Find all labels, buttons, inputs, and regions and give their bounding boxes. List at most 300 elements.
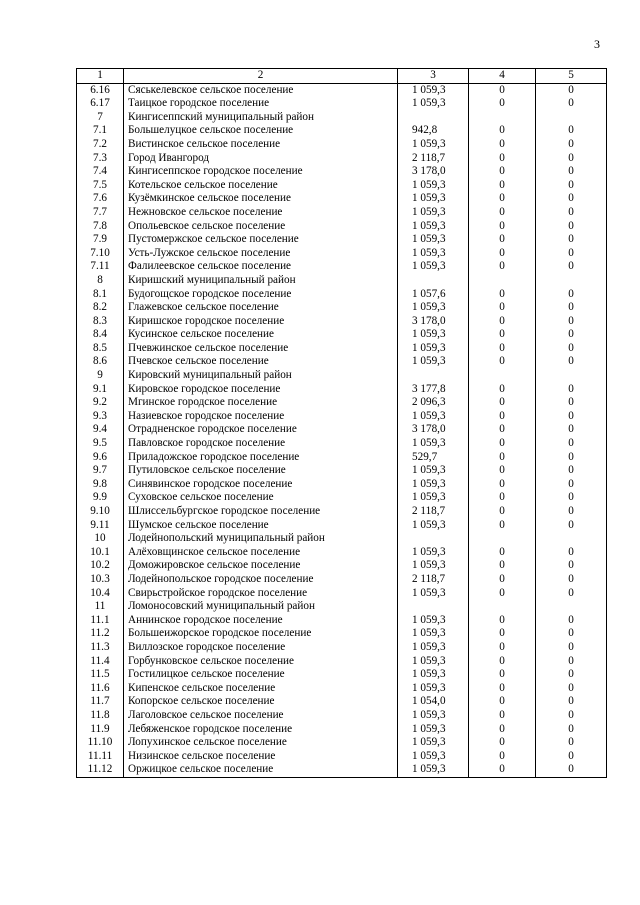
table-row bbox=[77, 641, 607, 655]
row-number: 7.8 bbox=[77, 220, 124, 234]
settlement-name: Шумское сельское поселение bbox=[124, 519, 398, 533]
value-column-5: 0 bbox=[536, 383, 607, 397]
settlement-name: Аннинское городское поселение bbox=[124, 614, 398, 628]
value-column-5: 0 bbox=[536, 437, 607, 451]
value-column-3: 1 059,3 bbox=[398, 260, 469, 274]
row-number: 11 bbox=[77, 600, 124, 614]
settlements-table bbox=[76, 68, 607, 778]
row-number: 8 bbox=[77, 274, 124, 288]
row-number: 11.11 bbox=[77, 750, 124, 764]
value-column-4: 0 bbox=[469, 655, 536, 669]
row-number: 9.1 bbox=[77, 383, 124, 397]
value-column-5: 0 bbox=[536, 587, 607, 601]
value-column-5: 0 bbox=[536, 478, 607, 492]
row-number: 9.9 bbox=[77, 491, 124, 505]
value-column-3: 3 178,0 bbox=[398, 165, 469, 179]
settlement-name: Киришский муниципальный район bbox=[124, 274, 398, 288]
value-column-5: 0 bbox=[536, 206, 607, 220]
table-body bbox=[77, 83, 607, 777]
value-column-4: 0 bbox=[469, 668, 536, 682]
table-row bbox=[77, 328, 607, 342]
value-column-5: 0 bbox=[536, 179, 607, 193]
value-column-5: 0 bbox=[536, 505, 607, 519]
value-column-4: 0 bbox=[469, 614, 536, 628]
settlement-name: Павловское городское поселение bbox=[124, 437, 398, 451]
settlement-name: Приладожское городское поселение bbox=[124, 451, 398, 465]
value-column-3: 1 059,3 bbox=[398, 709, 469, 723]
row-number: 11.7 bbox=[77, 695, 124, 709]
table-row bbox=[77, 655, 607, 669]
value-column-3: 1 059,3 bbox=[398, 682, 469, 696]
settlement-name: Лаголовское сельское поселение bbox=[124, 709, 398, 723]
table-row bbox=[77, 587, 607, 601]
settlement-name: Таицкое городское поселение bbox=[124, 97, 398, 111]
value-column-5: 0 bbox=[536, 655, 607, 669]
table-row bbox=[77, 83, 607, 97]
row-number: 9.2 bbox=[77, 396, 124, 410]
value-column-4: 0 bbox=[469, 410, 536, 424]
value-column-5: 0 bbox=[536, 220, 607, 234]
row-number: 10.2 bbox=[77, 559, 124, 573]
value-column-4: 0 bbox=[469, 206, 536, 220]
row-number: 7.6 bbox=[77, 192, 124, 206]
settlement-name: Киришское городское поселение bbox=[124, 315, 398, 329]
settlement-name: Отрадненское городское поселение bbox=[124, 423, 398, 437]
value-column-5: 0 bbox=[536, 301, 607, 315]
row-number: 10.4 bbox=[77, 587, 124, 601]
value-column-3: 1 059,3 bbox=[398, 723, 469, 737]
value-column-3 bbox=[398, 274, 469, 288]
table-row bbox=[77, 165, 607, 179]
table-row bbox=[77, 369, 607, 383]
table-row bbox=[77, 342, 607, 356]
settlement-name: Назиевское городское поселение bbox=[124, 410, 398, 424]
value-column-3: 1 059,3 bbox=[398, 83, 469, 97]
table-row bbox=[77, 355, 607, 369]
value-column-3: 2 118,7 bbox=[398, 573, 469, 587]
row-number: 9.3 bbox=[77, 410, 124, 424]
value-column-5: 0 bbox=[536, 97, 607, 111]
table-row bbox=[77, 301, 607, 315]
settlement-name: Мгинское городское поселение bbox=[124, 396, 398, 410]
value-column-4: 0 bbox=[469, 723, 536, 737]
value-column-5: 0 bbox=[536, 709, 607, 723]
table-row bbox=[77, 478, 607, 492]
row-number: 8.5 bbox=[77, 342, 124, 356]
value-column-4: 0 bbox=[469, 573, 536, 587]
table-row bbox=[77, 627, 607, 641]
settlement-name: Лодейнопольское городское поселение bbox=[124, 573, 398, 587]
settlement-name: Алёховщинское сельское поселение bbox=[124, 546, 398, 560]
value-column-3: 1 059,3 bbox=[398, 491, 469, 505]
row-number: 11.10 bbox=[77, 736, 124, 750]
value-column-4: 0 bbox=[469, 587, 536, 601]
value-column-3: 1 059,3 bbox=[398, 587, 469, 601]
value-column-3: 1 059,3 bbox=[398, 97, 469, 111]
settlement-name: Доможировское сельское поселение bbox=[124, 559, 398, 573]
value-column-5: 0 bbox=[536, 668, 607, 682]
value-column-5: 0 bbox=[536, 165, 607, 179]
value-column-4: 0 bbox=[469, 695, 536, 709]
value-column-4: 0 bbox=[469, 546, 536, 560]
settlement-name: Лопухинское сельское поселение bbox=[124, 736, 398, 750]
row-number: 7.7 bbox=[77, 206, 124, 220]
value-column-4: 0 bbox=[469, 709, 536, 723]
row-number: 9 bbox=[77, 369, 124, 383]
settlement-name: Кировский муниципальный район bbox=[124, 369, 398, 383]
row-number: 11.9 bbox=[77, 723, 124, 737]
value-column-4 bbox=[469, 600, 536, 614]
table-row bbox=[77, 519, 607, 533]
row-number: 8.2 bbox=[77, 301, 124, 315]
row-number: 9.5 bbox=[77, 437, 124, 451]
table-row bbox=[77, 247, 607, 261]
value-column-3: 1 059,3 bbox=[398, 247, 469, 261]
value-column-3: 2 118,7 bbox=[398, 152, 469, 166]
table-row bbox=[77, 437, 607, 451]
value-column-4: 0 bbox=[469, 682, 536, 696]
settlement-name: Ломоносовский муниципальный район bbox=[124, 600, 398, 614]
table-row bbox=[77, 383, 607, 397]
settlement-name: Лодейнопольский муниципальный район bbox=[124, 532, 398, 546]
settlement-name: Вистинское сельское поселение bbox=[124, 138, 398, 152]
row-number: 7.5 bbox=[77, 179, 124, 193]
value-column-5: 0 bbox=[536, 573, 607, 587]
value-column-4: 0 bbox=[469, 736, 536, 750]
value-column-3 bbox=[398, 600, 469, 614]
value-column-5: 0 bbox=[536, 750, 607, 764]
row-number: 11.8 bbox=[77, 709, 124, 723]
column-header-5: 5 bbox=[536, 69, 607, 84]
row-number: 8.1 bbox=[77, 288, 124, 302]
settlement-name: Усть-Лужское сельское поселение bbox=[124, 247, 398, 261]
value-column-5: 0 bbox=[536, 519, 607, 533]
row-number: 7.4 bbox=[77, 165, 124, 179]
settlement-name: Низинское сельское поселение bbox=[124, 750, 398, 764]
column-header-4: 4 bbox=[469, 69, 536, 84]
value-column-3: 1 059,3 bbox=[398, 750, 469, 764]
value-column-5: 0 bbox=[536, 247, 607, 261]
table-header-row bbox=[77, 69, 607, 84]
value-column-3: 1 059,3 bbox=[398, 668, 469, 682]
column-header-1: 1 bbox=[77, 69, 124, 84]
value-column-4: 0 bbox=[469, 179, 536, 193]
row-number: 9.8 bbox=[77, 478, 124, 492]
value-column-4: 0 bbox=[469, 342, 536, 356]
settlement-name: Кузёмкинское сельское поселение bbox=[124, 192, 398, 206]
value-column-4: 0 bbox=[469, 288, 536, 302]
table-row bbox=[77, 723, 607, 737]
table-row bbox=[77, 695, 607, 709]
value-column-4: 0 bbox=[469, 505, 536, 519]
value-column-3: 1 059,3 bbox=[398, 220, 469, 234]
settlement-name: Фалилеевское сельское поселение bbox=[124, 260, 398, 274]
value-column-4: 0 bbox=[469, 138, 536, 152]
row-number: 11.6 bbox=[77, 682, 124, 696]
table-row bbox=[77, 192, 607, 206]
value-column-3: 1 059,3 bbox=[398, 328, 469, 342]
settlement-name: Пчевское сельское поселение bbox=[124, 355, 398, 369]
row-number: 9.4 bbox=[77, 423, 124, 437]
table-row bbox=[77, 750, 607, 764]
value-column-4: 0 bbox=[469, 641, 536, 655]
row-number: 6.16 bbox=[77, 83, 124, 97]
table-row bbox=[77, 573, 607, 587]
settlement-name: Свирьстройское городское поселение bbox=[124, 587, 398, 601]
value-column-4: 0 bbox=[469, 233, 536, 247]
settlement-name: Копорское сельское поселение bbox=[124, 695, 398, 709]
value-column-4 bbox=[469, 111, 536, 125]
value-column-3: 1 057,6 bbox=[398, 288, 469, 302]
value-column-5: 0 bbox=[536, 260, 607, 274]
table-row bbox=[77, 410, 607, 424]
table-row bbox=[77, 179, 607, 193]
row-number: 11.3 bbox=[77, 641, 124, 655]
value-column-4: 0 bbox=[469, 763, 536, 777]
settlement-name: Пчевжинское сельское поселение bbox=[124, 342, 398, 356]
value-column-3: 529,7 bbox=[398, 451, 469, 465]
value-column-3: 942,8 bbox=[398, 124, 469, 138]
table-row bbox=[77, 451, 607, 465]
value-column-5: 0 bbox=[536, 423, 607, 437]
table-row bbox=[77, 111, 607, 125]
value-column-4 bbox=[469, 369, 536, 383]
value-column-3: 1 059,3 bbox=[398, 138, 469, 152]
value-column-3: 1 059,3 bbox=[398, 301, 469, 315]
value-column-3: 1 059,3 bbox=[398, 464, 469, 478]
value-column-3: 1 059,3 bbox=[398, 655, 469, 669]
settlement-name: Будогощское городское поселение bbox=[124, 288, 398, 302]
value-column-5: 0 bbox=[536, 328, 607, 342]
settlement-name: Город Ивангород bbox=[124, 152, 398, 166]
table-row bbox=[77, 464, 607, 478]
value-column-4: 0 bbox=[469, 315, 536, 329]
value-column-3 bbox=[398, 111, 469, 125]
value-column-3: 1 059,3 bbox=[398, 627, 469, 641]
settlement-name: Горбунковское сельское поселение bbox=[124, 655, 398, 669]
value-column-3: 1 059,3 bbox=[398, 206, 469, 220]
value-column-4: 0 bbox=[469, 627, 536, 641]
value-column-5: 0 bbox=[536, 723, 607, 737]
table-row bbox=[77, 288, 607, 302]
table-row bbox=[77, 736, 607, 750]
table-row bbox=[77, 220, 607, 234]
value-column-5 bbox=[536, 274, 607, 288]
value-column-3: 1 059,3 bbox=[398, 342, 469, 356]
column-header-2: 2 bbox=[124, 69, 398, 84]
settlement-name: Большеижорское городское поселение bbox=[124, 627, 398, 641]
value-column-5 bbox=[536, 111, 607, 125]
value-column-4: 0 bbox=[469, 559, 536, 573]
table-row bbox=[77, 97, 607, 111]
value-column-5: 0 bbox=[536, 464, 607, 478]
table-row bbox=[77, 274, 607, 288]
row-number: 7.1 bbox=[77, 124, 124, 138]
settlement-name: Кусинское сельское поселение bbox=[124, 328, 398, 342]
value-column-5: 0 bbox=[536, 192, 607, 206]
value-column-3: 1 054,0 bbox=[398, 695, 469, 709]
value-column-5: 0 bbox=[536, 763, 607, 777]
settlement-name: Кингисеппский муниципальный район bbox=[124, 111, 398, 125]
settlement-name: Виллозское городское поселение bbox=[124, 641, 398, 655]
row-number: 8.3 bbox=[77, 315, 124, 329]
value-column-4: 0 bbox=[469, 97, 536, 111]
settlement-name: Оржицкое сельское поселение bbox=[124, 763, 398, 777]
settlement-name: Путиловское сельское поселение bbox=[124, 464, 398, 478]
table-row bbox=[77, 600, 607, 614]
settlement-name: Синявинское городское поселение bbox=[124, 478, 398, 492]
row-number: 9.11 bbox=[77, 519, 124, 533]
settlement-name: Кингисеппское городское поселение bbox=[124, 165, 398, 179]
table-row bbox=[77, 152, 607, 166]
value-column-3: 3 178,0 bbox=[398, 423, 469, 437]
value-column-5: 0 bbox=[536, 695, 607, 709]
settlement-name: Котельское сельское поселение bbox=[124, 179, 398, 193]
value-column-5: 0 bbox=[536, 451, 607, 465]
table-row bbox=[77, 532, 607, 546]
row-number: 7.10 bbox=[77, 247, 124, 261]
row-number: 9.6 bbox=[77, 451, 124, 465]
value-column-5: 0 bbox=[536, 83, 607, 97]
value-column-4: 0 bbox=[469, 437, 536, 451]
value-column-3: 1 059,3 bbox=[398, 355, 469, 369]
table-row bbox=[77, 505, 607, 519]
value-column-3: 2 096,3 bbox=[398, 396, 469, 410]
table-row bbox=[77, 260, 607, 274]
value-column-4: 0 bbox=[469, 301, 536, 315]
table-row bbox=[77, 138, 607, 152]
settlement-name: Пустомержское сельское поселение bbox=[124, 233, 398, 247]
table-row bbox=[77, 315, 607, 329]
value-column-3: 1 059,3 bbox=[398, 559, 469, 573]
value-column-5: 0 bbox=[536, 315, 607, 329]
row-number: 6.17 bbox=[77, 97, 124, 111]
value-column-4: 0 bbox=[469, 83, 536, 97]
table-row bbox=[77, 124, 607, 138]
settlement-name: Лебяженское городское поселение bbox=[124, 723, 398, 737]
table-row bbox=[77, 668, 607, 682]
value-column-5: 0 bbox=[536, 682, 607, 696]
value-column-5: 0 bbox=[536, 410, 607, 424]
table-row bbox=[77, 396, 607, 410]
value-column-5: 0 bbox=[536, 627, 607, 641]
value-column-3: 1 059,3 bbox=[398, 410, 469, 424]
table-row bbox=[77, 763, 607, 777]
value-column-5 bbox=[536, 532, 607, 546]
settlement-name: Шлиссельбургское городское поселение bbox=[124, 505, 398, 519]
value-column-5 bbox=[536, 369, 607, 383]
value-column-5: 0 bbox=[536, 355, 607, 369]
value-column-4: 0 bbox=[469, 355, 536, 369]
value-column-4: 0 bbox=[469, 383, 536, 397]
table-row bbox=[77, 491, 607, 505]
settlement-name: Нежновское сельское поселение bbox=[124, 206, 398, 220]
value-column-5: 0 bbox=[536, 614, 607, 628]
value-column-3: 1 059,3 bbox=[398, 614, 469, 628]
value-column-4: 0 bbox=[469, 750, 536, 764]
value-column-4 bbox=[469, 532, 536, 546]
value-column-4: 0 bbox=[469, 152, 536, 166]
row-number: 7.11 bbox=[77, 260, 124, 274]
row-number: 9.10 bbox=[77, 505, 124, 519]
value-column-4: 0 bbox=[469, 519, 536, 533]
row-number: 10.1 bbox=[77, 546, 124, 560]
row-number: 7.3 bbox=[77, 152, 124, 166]
value-column-3 bbox=[398, 369, 469, 383]
row-number: 11.2 bbox=[77, 627, 124, 641]
value-column-4 bbox=[469, 274, 536, 288]
table-row bbox=[77, 546, 607, 560]
value-column-3: 1 059,3 bbox=[398, 763, 469, 777]
row-number: 7.9 bbox=[77, 233, 124, 247]
value-column-3: 1 059,3 bbox=[398, 736, 469, 750]
value-column-4: 0 bbox=[469, 220, 536, 234]
settlement-name: Кировское городское поселение bbox=[124, 383, 398, 397]
value-column-4: 0 bbox=[469, 396, 536, 410]
table-row bbox=[77, 709, 607, 723]
value-column-5: 0 bbox=[536, 124, 607, 138]
row-number: 11.4 bbox=[77, 655, 124, 669]
value-column-3: 1 059,3 bbox=[398, 478, 469, 492]
table-row bbox=[77, 423, 607, 437]
value-column-5: 0 bbox=[536, 491, 607, 505]
value-column-5: 0 bbox=[536, 138, 607, 152]
value-column-4: 0 bbox=[469, 491, 536, 505]
value-column-4: 0 bbox=[469, 165, 536, 179]
settlement-name: Сяськелевское сельское поселение bbox=[124, 83, 398, 97]
value-column-3: 1 059,3 bbox=[398, 192, 469, 206]
value-column-5 bbox=[536, 600, 607, 614]
value-column-4: 0 bbox=[469, 478, 536, 492]
value-column-3: 1 059,3 bbox=[398, 233, 469, 247]
row-number: 9.7 bbox=[77, 464, 124, 478]
value-column-3: 1 059,3 bbox=[398, 641, 469, 655]
value-column-3: 3 177,8 bbox=[398, 383, 469, 397]
settlement-name: Большелуцкое сельское поселение bbox=[124, 124, 398, 138]
value-column-5: 0 bbox=[536, 396, 607, 410]
value-column-5: 0 bbox=[536, 559, 607, 573]
value-column-5: 0 bbox=[536, 546, 607, 560]
value-column-5: 0 bbox=[536, 641, 607, 655]
value-column-4: 0 bbox=[469, 328, 536, 342]
value-column-3: 1 059,3 bbox=[398, 179, 469, 193]
value-column-3: 1 059,3 bbox=[398, 437, 469, 451]
row-number: 8.4 bbox=[77, 328, 124, 342]
value-column-5: 0 bbox=[536, 342, 607, 356]
value-column-3: 1 059,3 bbox=[398, 546, 469, 560]
value-column-5: 0 bbox=[536, 288, 607, 302]
table-row bbox=[77, 206, 607, 220]
table-row bbox=[77, 559, 607, 573]
row-number: 7 bbox=[77, 111, 124, 125]
table-row bbox=[77, 614, 607, 628]
column-header-3: 3 bbox=[398, 69, 469, 84]
table-row bbox=[77, 682, 607, 696]
row-number: 10 bbox=[77, 532, 124, 546]
value-column-4: 0 bbox=[469, 260, 536, 274]
value-column-4: 0 bbox=[469, 124, 536, 138]
settlement-name: Кипенское сельское поселение bbox=[124, 682, 398, 696]
settlement-name: Опольевское сельское поселение bbox=[124, 220, 398, 234]
value-column-4: 0 bbox=[469, 247, 536, 261]
value-column-5: 0 bbox=[536, 736, 607, 750]
row-number: 7.2 bbox=[77, 138, 124, 152]
settlement-name: Суховское сельское поселение bbox=[124, 491, 398, 505]
value-column-5: 0 bbox=[536, 152, 607, 166]
value-column-4: 0 bbox=[469, 192, 536, 206]
value-column-4: 0 bbox=[469, 464, 536, 478]
settlement-name: Гостилицкое сельское поселение bbox=[124, 668, 398, 682]
